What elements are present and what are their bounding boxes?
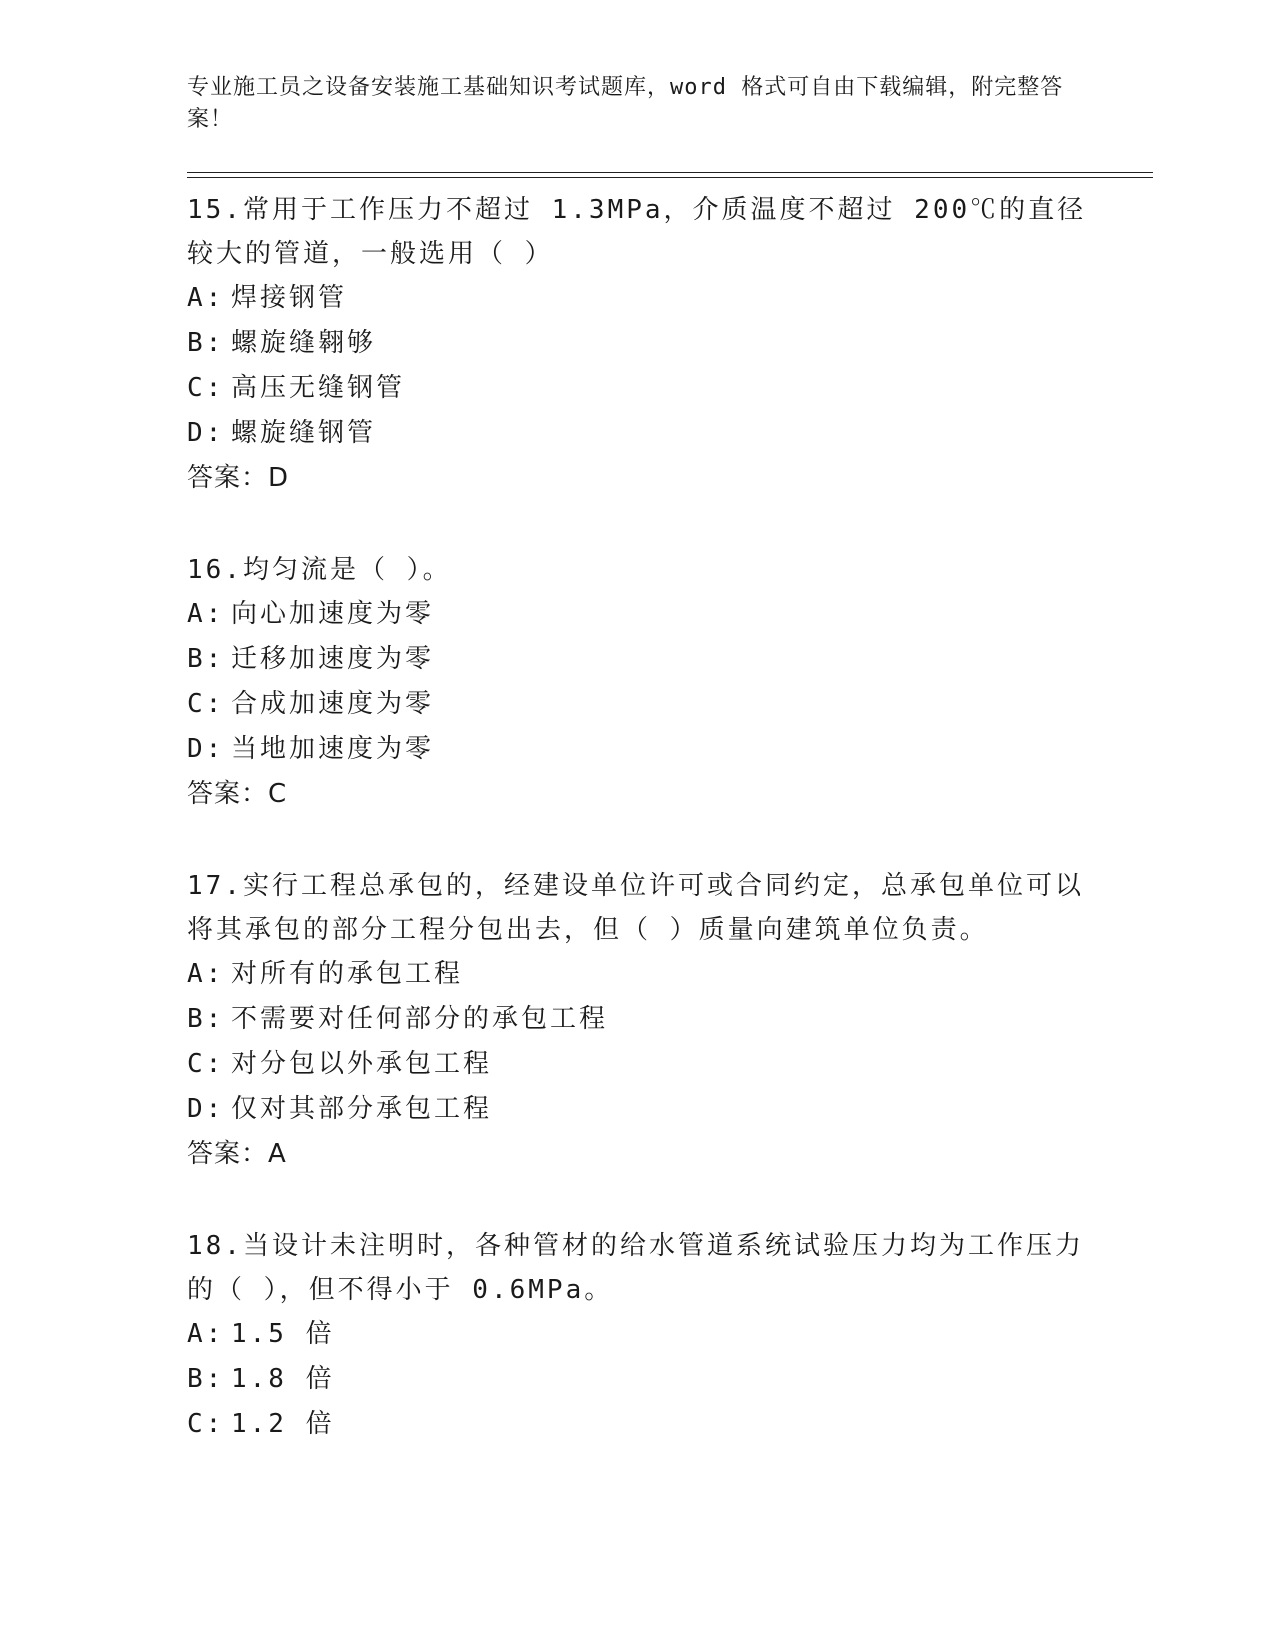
option-key: B: xyxy=(187,1004,225,1034)
question-17 xyxy=(187,864,1087,1177)
question-stem: 17.实行工程总承包的，经建设单位许可或合同约定，总承包单位可以将其承包的部分工程分包出去，但（ ）质量向建筑单位负责。 xyxy=(187,871,1084,945)
option-text: 不需要对任何部分的承包工程 xyxy=(231,1004,609,1034)
option-text: 迁移加速度为零 xyxy=(231,644,435,674)
question-18 xyxy=(187,1224,1087,1447)
option-b xyxy=(187,637,1087,682)
option-b xyxy=(187,1357,1087,1402)
option-key: D: xyxy=(187,418,225,448)
option-c xyxy=(187,366,1087,411)
option-a xyxy=(187,1312,1087,1357)
option-text: 焊接钢管 xyxy=(231,283,348,313)
header-text: 专业施工员之设备安装施工基础知识考试题库，word 格式可自由下载编辑，附完整答案！ xyxy=(187,75,1064,132)
question-16 xyxy=(187,548,1087,817)
option-key: C: xyxy=(187,373,225,403)
option-c xyxy=(187,1042,1087,1087)
option-text: 合成加速度为零 xyxy=(231,689,435,719)
option-a xyxy=(187,592,1087,637)
option-text: 向心加速度为零 xyxy=(231,599,435,629)
option-text: 高压无缝钢管 xyxy=(231,373,406,403)
header-divider-bottom xyxy=(187,177,1153,178)
option-text: 1.8 倍 xyxy=(231,1364,335,1394)
question-list xyxy=(187,188,1087,1494)
question-stem: 16.均匀流是（ ）。 xyxy=(187,555,452,585)
option-text: 仅对其部分承包工程 xyxy=(231,1094,493,1124)
option-b xyxy=(187,321,1087,366)
option-text: 对所有的承包工程 xyxy=(231,959,464,989)
option-key: A: xyxy=(187,959,225,989)
option-d xyxy=(187,727,1087,772)
option-key: A: xyxy=(187,1319,225,1349)
option-text: 螺旋缝翱够 xyxy=(231,328,377,358)
option-key: D: xyxy=(187,1094,225,1124)
option-key: A: xyxy=(187,599,225,629)
option-b xyxy=(187,997,1087,1042)
header-divider-top xyxy=(187,172,1153,173)
option-c xyxy=(187,1402,1087,1447)
document-header xyxy=(187,72,1067,136)
option-text: 螺旋缝钢管 xyxy=(231,418,377,448)
option-key: D: xyxy=(187,734,225,764)
question-stem: 18.当设计未注明时，各种管材的给水管道系统试验压力均为工作压力的（ ），但不得小于 0.6MPa。 xyxy=(187,1231,1084,1305)
answer: 答案：A xyxy=(187,1139,287,1169)
option-key: B: xyxy=(187,1364,225,1394)
answer: 答案：D xyxy=(187,463,290,493)
question-stem: 15.常用于工作压力不超过 1.3MPa，介质温度不超过 200℃的直径较大的管道，一般选用（ ） xyxy=(187,195,1087,269)
option-key: A: xyxy=(187,283,225,313)
option-key: C: xyxy=(187,1409,225,1439)
option-text: 对分包以外承包工程 xyxy=(231,1049,493,1079)
option-text: 1.2 倍 xyxy=(231,1409,335,1439)
option-text: 当地加速度为零 xyxy=(231,734,435,764)
option-key: B: xyxy=(187,644,225,674)
option-key: C: xyxy=(187,689,225,719)
option-key: C: xyxy=(187,1049,225,1079)
option-a xyxy=(187,276,1087,321)
question-15 xyxy=(187,188,1087,501)
option-a xyxy=(187,952,1087,997)
option-c xyxy=(187,682,1087,727)
option-text: 1.5 倍 xyxy=(231,1319,335,1349)
option-key: B: xyxy=(187,328,225,358)
option-d xyxy=(187,411,1087,456)
option-d xyxy=(187,1087,1087,1132)
answer: 答案：C xyxy=(187,779,288,809)
